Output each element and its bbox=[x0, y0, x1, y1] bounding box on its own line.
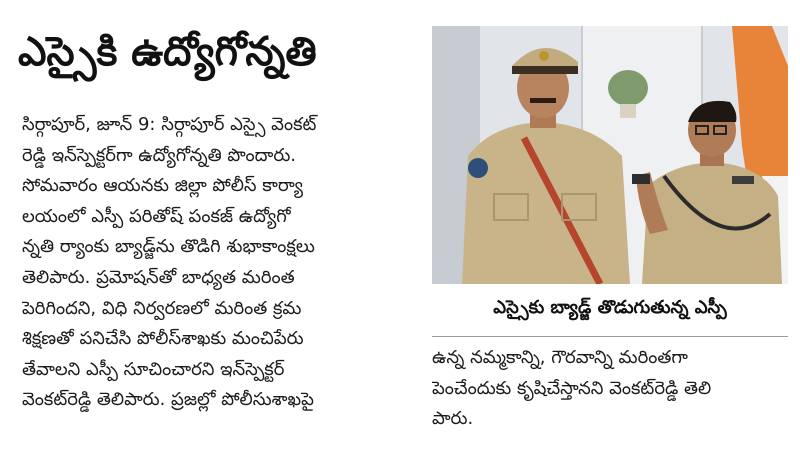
article-body-column-left bbox=[22, 110, 422, 416]
body-line: వెంకట్‌రెడ్డి తెలిపారు. ప్రజల్లో పోలీసుశాఖపై bbox=[22, 389, 314, 411]
body-line: పారు. bbox=[432, 408, 474, 430]
body-line: సిర్గాపూర్, జూన్ 9: సిర్గాపూర్ ఎస్సై వెంకట్ bbox=[22, 114, 317, 135]
body-line: పెంచేందుకు కృషిచేస్తానని వెంకట్‌రెడ్డి తెలి bbox=[432, 377, 712, 399]
body-line: లయంలో ఎస్పీ పరితోష్ పంకజ్ ఉద్యోగో bbox=[22, 205, 291, 227]
photo-caption: ఎస్సైకు బ్యాడ్జ్ తొడుగుతున్న ఎస్పీ bbox=[493, 297, 727, 318]
news-photo bbox=[432, 26, 788, 284]
news-photo-illustration bbox=[432, 26, 788, 284]
body-line: తేవాలని ఎస్పీ సూచించారని ఇన్‌స్పెక్టర్ bbox=[22, 358, 285, 380]
body-line: తెలిపారు. ప్రమోషన్‌తో బాధ్యత మరింత bbox=[22, 266, 295, 288]
watch-icon bbox=[632, 174, 650, 184]
body-line: సోమవారం ఆయనకు జిల్లా పోలీస్ కార్యా bbox=[22, 175, 304, 197]
body-line: రెడ్డి ఇన్‌స్పెక్టర్‌గా ఉద్యోగోన్నతి పొందారు. bbox=[22, 144, 297, 166]
body-line: న్నతి ర్యాంకు బ్యాడ్జ్‌ను తొడిగి శుభాకాంక్షలు bbox=[22, 236, 315, 258]
article-body-column-right bbox=[432, 343, 788, 435]
body-line: శిక్షణతో పనిచేసి పోలీస్‌శాఖకు మంచిపేరు bbox=[22, 328, 304, 350]
caption-divider bbox=[432, 336, 788, 337]
body-line: పెరిగిందని, విధి నిర్వరణలో మరింత క్రమ bbox=[22, 297, 302, 319]
plant-icon bbox=[608, 70, 648, 106]
article-headline: ఎస్సైకి ఉద్యోగోన్నతి bbox=[18, 29, 317, 75]
body-line: ఉన్న నమ్మకాన్ని, గౌరవాన్ని మరింతగా bbox=[432, 347, 688, 368]
